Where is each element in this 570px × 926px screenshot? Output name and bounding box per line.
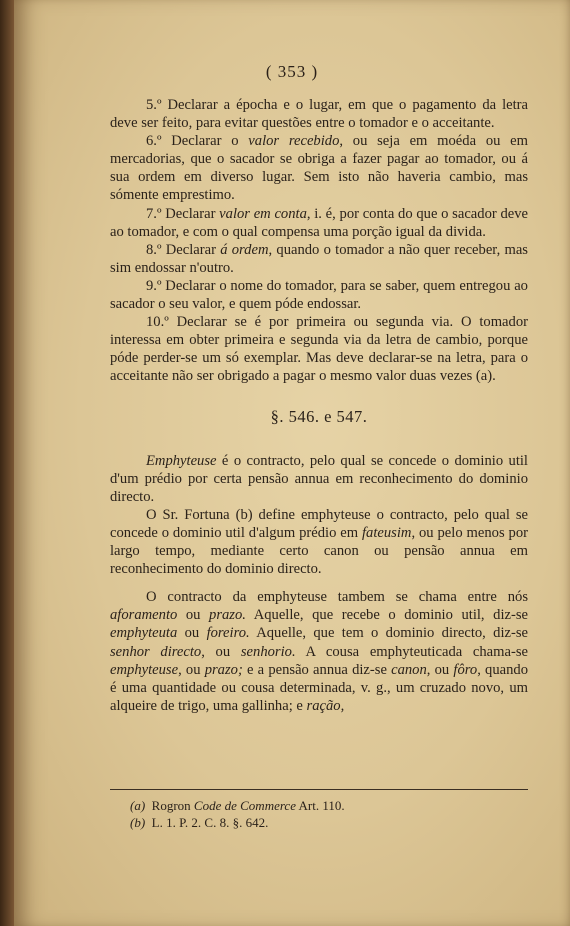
footnote-a: (a) Rogron Code de Commerce Art. 110. [130,798,345,813]
paragraph: O contracto da emphyteuse tambem se chama entre nós aforamento ou prazo. Aquelle, que recebe o dominio util, diz-se emphyteuta ou foreiro. Aquelle, que tem o dominio directo, diz-se senhor directo, ou senhorio. A cousa emphyteuticada chama-se emphyteuse, ou prazo; e a pensão annua diz-se canon, ou fôro, quando é uma quantidade ou cousa determinada, v. g., um cruzado novo, um alqueire de trigo, uma gallinha; e ração, [110,589,529,714]
list-item: 6.º Declarar o valor recebido, ou seja em moéda ou em mercadorias, que o sacador se obriga a fazer pagar ao tomador, ou á sua ordem em diverso lugar. Sem isto não haveria cambio, mas sómente emprestimo. [110,133,528,204]
paragraph: O Sr. Fortuna (b) define emphyteuse o contracto, pelo qual se concede o dominio util d'algum prédio em fateusim, ou pelo menos por largo tempo, mediante certo canon ou pensão annua em reconhecimento do dominio directo. [110,506,528,578]
list-item: 7.º Declarar valor em conta, i. é, por conta do que o sacador deve ao tomador, e com o qual compensa uma porção igual da divida. [110,205,529,240]
footnote-b: (b) L. 1. P. 2. C. 8. §. 642. [130,815,269,830]
section-heading: §. 546. e 547. [270,406,368,426]
footnote-rule [110,789,528,790]
list-item: 5.º Declarar a épocha e o lugar, em que o pagamento da letra deve ser feito, para evitar questões entre o tomador e o acceitante. [110,97,528,132]
list-item: 10.º Declarar se é por primeira ou segunda via. O tomador interessa em obter primeira e segunda via da letra de cambio, porque póde perder-se um só exemplar. Mas deve declarar-se na letra, para o acceitante não ser obrigado a pagar o mesmo valor duas vezes (a). [110,314,528,385]
page-number: ( 353 ) [265,62,319,81]
book-gutter [0,0,14,926]
footnotes [130,797,530,831]
list-item: 9.º Declarar o nome do tomador, para se saber, quem entregou ao sacador o seu valor, e quem póde endossar. [110,277,528,313]
list-item: 8.º Declarar á ordem, quando o tomador a não quer receber, mas sim endossar n'outro. [110,241,528,276]
paragraph: Emphyteuse é o contracto, pelo qual se concede o dominio util d'um prédio por certa pensão annua em reconhecimento do dominio directo. [110,452,528,505]
body-text [110,96,528,715]
